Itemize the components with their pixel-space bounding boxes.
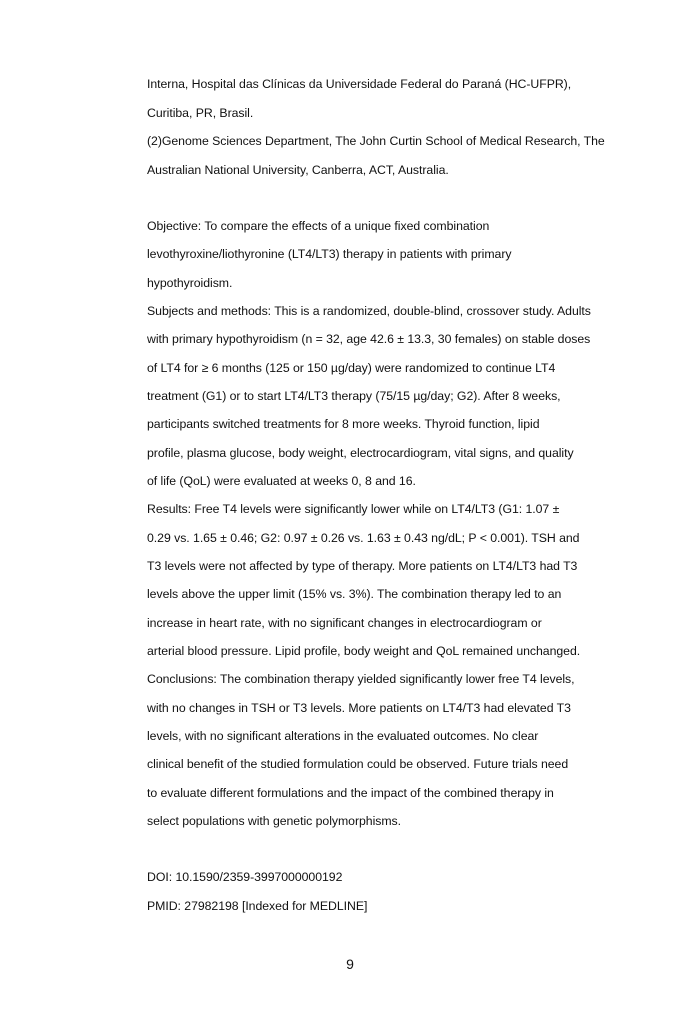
abstract-line-2: levothyroxine/liothyronine (LT4/LT3) therapy in patients with primary xyxy=(147,247,512,261)
abstract-line-7: treatment (G1) or to start LT4/LT3 therapy (75/15 µg/day; G2). After 8 weeks, xyxy=(147,389,561,403)
abstract-line-20: clinical benefit of the studied formulation could be observed. Future trials need xyxy=(147,757,569,771)
abstract-line-1: Objective: To compare the effects of a unique fixed combination xyxy=(147,219,490,233)
abstract-line-10: of life (QoL) were evaluated at weeks 0, 8 and 16. xyxy=(147,474,416,488)
abstract-line-5: with primary hypothyroidism (n = 32, age 42.6 ± 13.3, 30 females) on stable doses xyxy=(147,332,591,346)
abstract-line-12: 0.29 vs. 1.65 ± 0.46; G2: 0.97 ± 0.26 vs. 1.63 ± 0.43 ng/dL; P < 0.001). TSH and xyxy=(147,531,580,545)
affiliation-line-4: Australian National University, Canberra, ACT, Australia. xyxy=(147,163,449,177)
abstract-line-13: T3 levels were not affected by type of therapy. More patients on LT4/LT3 had T3 xyxy=(147,559,578,573)
affiliation-line-1: Interna, Hospital das Clínicas da Universidade Federal do Paraná (HC-UFPR), xyxy=(147,77,572,91)
doi-line: DOI: 10.1590/2359-3997000000192 xyxy=(147,870,343,884)
page-number: 9 xyxy=(346,956,354,972)
abstract-line-9: profile, plasma glucose, body weight, electrocardiogram, vital signs, and quality xyxy=(147,446,574,460)
abstract-line-14: levels above the upper limit (15% vs. 3%). The combination therapy led to an xyxy=(147,587,562,601)
pmid-line: PMID: 27982198 [Indexed for MEDLINE] xyxy=(147,899,368,913)
abstract-line-22: select populations with genetic polymorphisms. xyxy=(147,814,402,828)
abstract-line-16: arterial blood pressure. Lipid profile, body weight and QoL remained unchanged. xyxy=(147,644,581,658)
abstract-line-8: participants switched treatments for 8 more weeks. Thyroid function, lipid xyxy=(147,417,540,431)
abstract-line-3: hypothyroidism. xyxy=(147,276,233,290)
affiliation-line-2: Curitiba, PR, Brasil. xyxy=(147,106,254,120)
abstract-line-4: Subjects and methods: This is a randomized, double-blind, crossover study. Adults xyxy=(147,304,591,318)
abstract-line-15: increase in heart rate, with no significant changes in electrocardiogram or xyxy=(147,616,542,630)
abstract-line-6: of LT4 for ≥ 6 months (125 or 150 µg/day) were randomized to continue LT4 xyxy=(147,361,556,375)
abstract-line-17: Conclusions: The combination therapy yielded significantly lower free T4 levels, xyxy=(147,672,575,686)
abstract-line-18: with no changes in TSH or T3 levels. More patients on LT4/T3 had elevated T3 xyxy=(147,701,571,715)
abstract-line-11: Results: Free T4 levels were significantly lower while on LT4/LT3 (G1: 1.07 ± xyxy=(147,502,560,516)
abstract-line-19: levels, with no significant alterations in the evaluated outcomes. No clear xyxy=(147,729,539,743)
affiliation-line-3: (2)Genome Sciences Department, The John Curtin School of Medical Research, The xyxy=(147,134,605,148)
abstract-line-21: to evaluate different formulations and the impact of the combined therapy in xyxy=(147,786,554,800)
